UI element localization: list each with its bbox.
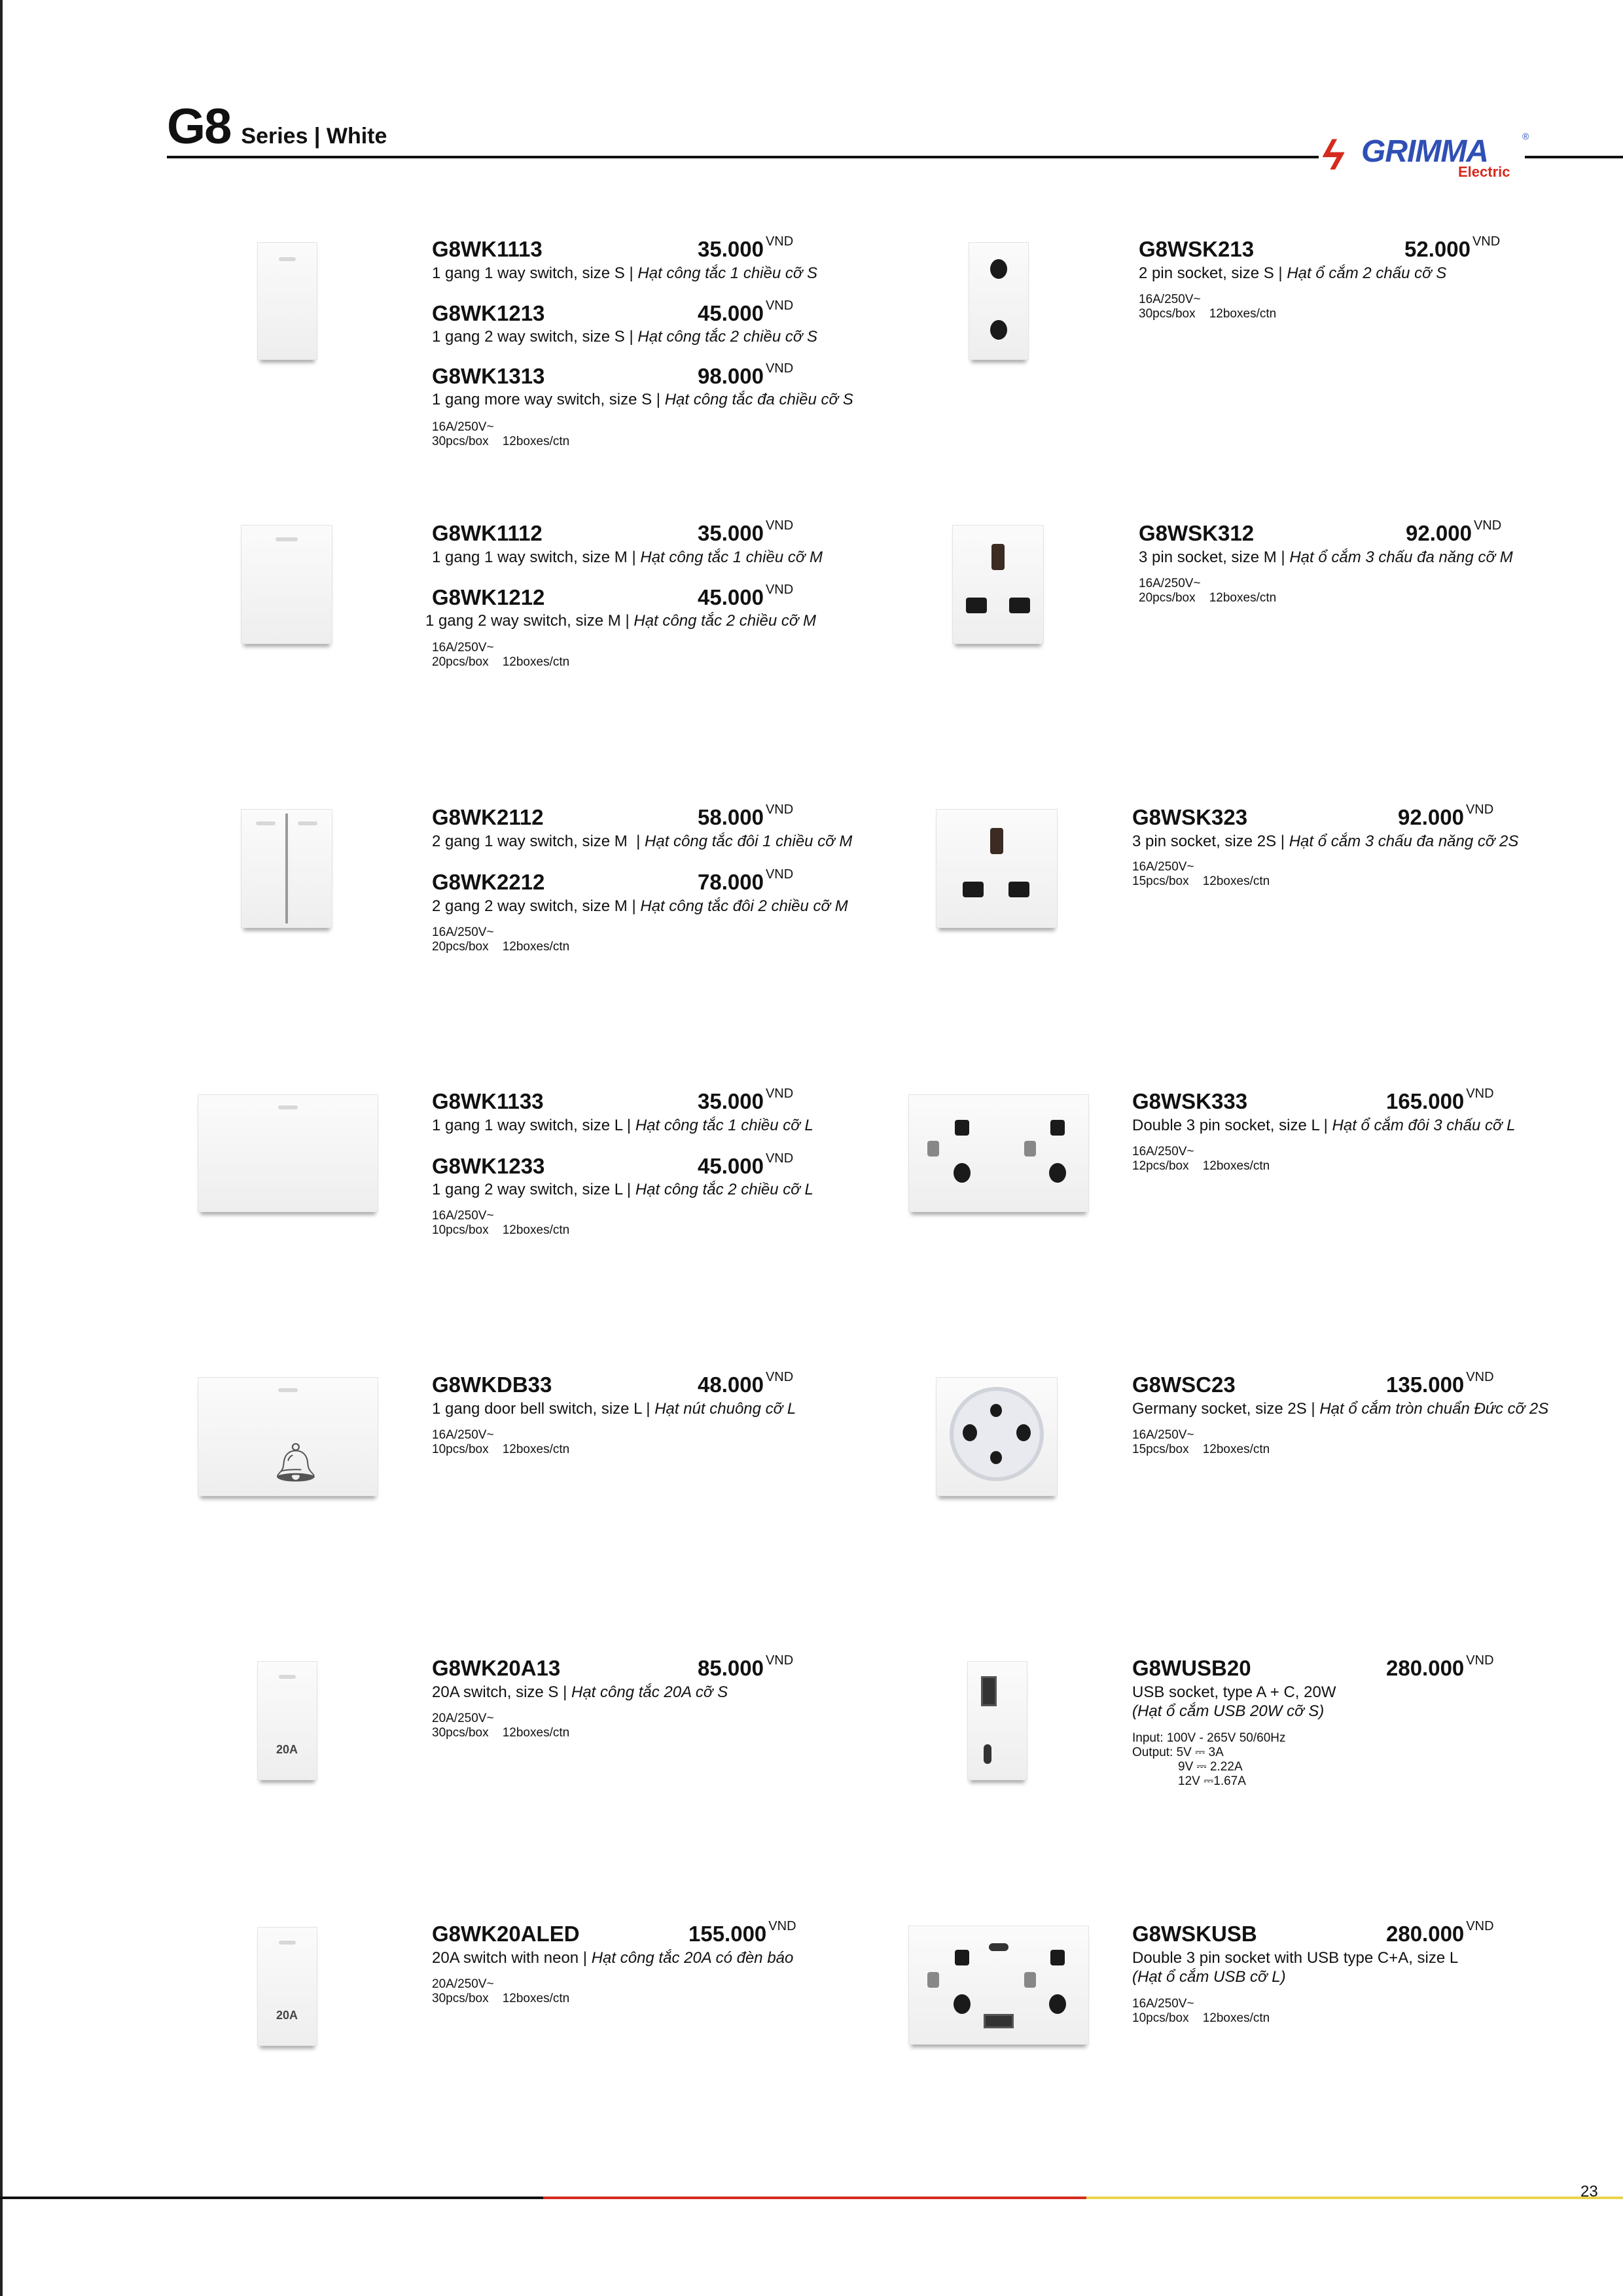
desc-vi: Hạt công tắc 2 chiều cỡ M	[633, 612, 817, 630]
desc-vi: Hạt công tắc 1 chiều cỡ S	[637, 264, 818, 282]
currency-label: VND	[765, 867, 794, 882]
product-code: G8WSK333	[1132, 1089, 1248, 1113]
plate-label: 20A	[276, 2009, 298, 2022]
desc-vi: Hạt ổ cắm 3 chấu đa năng cỡ M	[1289, 548, 1513, 566]
currency-label: VND	[765, 1370, 794, 1384]
product-description	[1132, 1117, 1516, 1135]
spec-packing: 15pcs/box 12boxes/ctn	[1132, 874, 1270, 888]
spec-rating: 16A/250V~	[1132, 860, 1194, 874]
product-price	[698, 361, 794, 389]
product-code: G8WKDB33	[432, 1372, 552, 1397]
product-description	[432, 328, 817, 346]
footer-rule-black	[0, 2197, 543, 2199]
product-description	[1132, 1400, 1548, 1418]
product-price	[698, 298, 794, 326]
price-value: 58.000	[698, 805, 764, 829]
logo-name: GRIMMA	[1361, 134, 1488, 169]
indicator-light-icon	[298, 821, 317, 825]
price-value: 45.000	[698, 1154, 764, 1178]
socket-pin-icon	[955, 1950, 969, 1965]
product-code: G8WK2212	[432, 870, 545, 894]
product-code: G8WSK323	[1132, 805, 1248, 829]
desc-vi: Hạt công tắc 20A cỡ S	[571, 1683, 728, 1701]
desc-en: Germany socket, size 2S |	[1132, 1400, 1320, 1418]
spec-packing: 30pcs/box 12boxes/ctn	[1139, 307, 1277, 321]
desc-vi: Hạt ổ cắm đôi 3 chấu cỡ L	[1332, 1117, 1516, 1134]
price-value: 98.000	[698, 364, 764, 388]
logo-registered: ®	[1522, 131, 1529, 141]
product-price	[698, 518, 794, 546]
product-description	[432, 1400, 796, 1418]
price-value: 45.000	[698, 585, 764, 609]
socket-pin-icon	[963, 882, 984, 897]
spec-packing: 10pcs/box 12boxes/ctn	[432, 1443, 570, 1456]
socket-pin-icon	[927, 1141, 939, 1157]
product-code: G8WSC23	[1132, 1372, 1236, 1397]
price-value: 85.000	[698, 1656, 764, 1680]
desc-vi: Hạt công tắc đôi 2 chiều cỡ M	[640, 897, 848, 915]
currency-label: VND	[1472, 234, 1501, 249]
product-image-switch-l	[198, 1094, 378, 1212]
spec-rating: 16A/250V~	[1139, 577, 1201, 590]
product-code: G8WSK312	[1139, 521, 1255, 545]
product-description	[432, 548, 823, 567]
currency-label: VND	[1466, 1370, 1494, 1384]
indicator-light-icon	[278, 1388, 298, 1392]
spec-rating: 16A/250V~	[432, 420, 494, 434]
socket-pin-icon	[1050, 1120, 1065, 1136]
price-value: 280.000	[1386, 1922, 1465, 1946]
desc-en: 2 pin socket, size S |	[1139, 264, 1287, 282]
socket-hole-icon	[1049, 1994, 1066, 2014]
usb-c-port-icon	[984, 1744, 991, 1764]
product-code: G8WK1313	[432, 364, 545, 388]
currency-label: VND	[765, 234, 794, 249]
socket-hole-icon	[963, 1424, 977, 1441]
desc-en: 1 gang 2 way switch, size S |	[432, 328, 638, 346]
product-code: G8WK1133	[432, 1089, 544, 1113]
left-edge-bar	[0, 0, 3, 2296]
price-value: 78.000	[698, 870, 764, 894]
product-image-20a-switch-s	[257, 1661, 317, 1780]
product-image-2pin-socket-s	[969, 242, 1029, 360]
spec-rating: 20A/250V~	[432, 1712, 494, 1725]
desc-vi: Hạt ổ cắm tròn chuẩn Đức cỡ 2S	[1319, 1400, 1549, 1418]
socket-pin-icon	[990, 828, 1003, 854]
desc-en: 2 gang 1 way switch, size M |	[432, 833, 645, 850]
spec-rating: 16A/250V~	[432, 1209, 494, 1223]
logo-sub: Electric	[1458, 164, 1510, 180]
spec-packing: 10pcs/box 12boxes/ctn	[432, 1223, 570, 1237]
socket-hole-icon	[990, 1451, 1002, 1464]
price-value: 35.000	[698, 1089, 764, 1113]
product-image-switch-m	[241, 525, 332, 644]
product-price	[698, 1653, 794, 1681]
product-description-vi	[1132, 1968, 1286, 1986]
spec-rating: 16A/250V~	[432, 1428, 494, 1442]
socket-pin-icon	[1024, 1141, 1036, 1157]
spec-rating: 20A/250V~	[432, 1977, 494, 1991]
product-description	[432, 391, 853, 409]
logo-mark-icon: ϟ	[1322, 132, 1344, 179]
header-rule	[167, 156, 1319, 158]
spec-packing: 15pcs/box 12boxes/ctn	[1132, 1443, 1270, 1456]
price-value: 35.000	[698, 237, 764, 261]
product-code: G8WK20ALED	[432, 1922, 580, 1946]
product-price	[1398, 802, 1494, 830]
desc-vi: Hạt công tắc 1 chiều cỡ L	[635, 1117, 813, 1134]
spec-packing: 20pcs/box 12boxes/ctn	[432, 655, 570, 669]
product-description: Double 3 pin socket with USB type C+A, size L	[1132, 1949, 1459, 1967]
spec-rating: 16A/250V~	[1132, 1997, 1194, 2011]
socket-hole-icon	[990, 320, 1007, 340]
desc-vi: (Hạt ổ cắm USB 20W cỡ S)	[1132, 1702, 1325, 1720]
product-price	[698, 867, 794, 895]
price-value: 35.000	[698, 521, 764, 545]
currency-label: VND	[765, 802, 794, 817]
spec-rating: 16A/250V~	[432, 641, 494, 655]
usb-a-port-icon	[984, 2014, 1014, 2028]
desc-vi: Hạt công tắc đa chiều cỡ S	[664, 391, 853, 408]
socket-hole-icon	[990, 1404, 1002, 1417]
product-price	[698, 1372, 793, 1397]
price-value: 92.000	[1398, 805, 1464, 829]
spec-rating: 16A/250V~	[1132, 1145, 1194, 1158]
product-image-germany-socket-2s	[936, 1377, 1058, 1496]
desc-en: 1 gang more way switch, size S |	[432, 391, 665, 408]
product-price	[1386, 1086, 1494, 1114]
product-image-double-3pin-socket-l	[908, 1094, 1089, 1212]
footer-rule-yellow	[1086, 2197, 1623, 2199]
spec-rating: 16A/250V~	[1132, 1428, 1194, 1442]
product-description	[432, 1117, 813, 1135]
spec-output-12v: 12V ⎓1.67A	[1178, 1774, 1246, 1788]
product-image-usb-socket-s	[967, 1661, 1027, 1780]
usb-c-port-icon	[989, 1943, 1008, 1951]
desc-en: 1 gang 1 way switch, size S |	[432, 264, 638, 282]
header-rule-right	[1525, 156, 1623, 158]
currency-label: VND	[765, 298, 794, 313]
socket-hole-icon	[954, 1994, 971, 2014]
spec-packing: 10pcs/box 12boxes/ctn	[1132, 2011, 1270, 2025]
indicator-light-icon	[278, 1105, 298, 1109]
product-price	[1404, 234, 1501, 262]
product-description	[432, 264, 817, 283]
price-value: 135.000	[1386, 1372, 1465, 1397]
product-code: G8WK1113	[432, 237, 543, 261]
desc-vi: Hạt công tắc 2 chiều cỡ L	[635, 1181, 813, 1198]
product-price	[698, 234, 794, 262]
product-price	[698, 1151, 794, 1179]
product-price	[1386, 1919, 1494, 1946]
price-value: 45.000	[698, 301, 764, 325]
socket-pin-icon	[1024, 1972, 1036, 1988]
currency-label: VND	[1473, 518, 1502, 533]
socket-pin-icon	[1050, 1950, 1065, 1965]
currency-label: VND	[765, 1653, 794, 1668]
desc-en: 1 gang 2 way switch, size L |	[432, 1181, 635, 1198]
product-code: G8WUSB20	[1132, 1656, 1251, 1680]
currency-label: VND	[765, 1151, 794, 1166]
desc-vi: Hạt ổ cắm 3 chấu đa năng cỡ 2S	[1289, 833, 1519, 850]
gang-divider	[285, 814, 288, 924]
product-description: USB socket, type A + C, 20W	[1132, 1683, 1336, 1701]
socket-pin-icon	[1009, 598, 1030, 613]
spec-input: Input: 100V - 265V 50/60Hz	[1132, 1731, 1286, 1745]
indicator-light-icon	[279, 257, 296, 261]
product-image-3pin-socket-m	[952, 525, 1044, 644]
spec-packing: 12pcs/box 12boxes/ctn	[1132, 1159, 1270, 1173]
product-price	[698, 585, 793, 610]
desc-en: 1 gang door bell switch, size L |	[432, 1400, 655, 1418]
series-code: G8	[167, 99, 231, 154]
desc-en: Double 3 pin socket, size L |	[1132, 1117, 1332, 1134]
round-socket-icon	[950, 1387, 1044, 1481]
desc-vi: Hạt nút chuông cỡ L	[654, 1400, 796, 1418]
usb-a-port-icon	[981, 1676, 997, 1706]
desc-en: 3 pin socket, size 2S |	[1132, 833, 1289, 850]
product-price	[1386, 1653, 1494, 1681]
desc-en: 3 pin socket, size M |	[1139, 548, 1290, 566]
product-description	[432, 1683, 728, 1702]
product-image-doorbell-switch-l	[198, 1377, 378, 1496]
currency-label: VND	[768, 1919, 796, 1933]
socket-pin-icon	[966, 598, 987, 613]
page-header	[167, 98, 387, 155]
series-subtitle: Series | White	[241, 124, 387, 149]
currency-label: VND	[1466, 1653, 1494, 1668]
product-price	[698, 1086, 794, 1114]
plate-label: 20A	[276, 1743, 298, 1756]
indicator-light-icon	[279, 1941, 296, 1945]
product-image-3pin-socket-2s	[936, 809, 1058, 928]
desc-vi: Hạt công tắc 20A có đèn báo	[591, 1949, 794, 1967]
desc-en: 20A switch with neon |	[432, 1949, 592, 1967]
socket-pin-icon	[1008, 882, 1029, 897]
product-image-switch-s	[257, 242, 317, 360]
socket-hole-icon	[954, 1163, 971, 1183]
product-description	[1139, 548, 1513, 567]
price-value: 92.000	[1406, 521, 1472, 545]
product-description-vi	[1132, 1702, 1324, 1721]
spec-packing: 20pcs/box 12boxes/ctn	[432, 940, 570, 954]
price-value: 52.000	[1404, 237, 1471, 261]
socket-hole-icon	[1016, 1424, 1031, 1441]
desc-en: 1 gang 1 way switch, size M |	[432, 548, 641, 566]
currency-label: VND	[1466, 1919, 1494, 1933]
socket-hole-icon	[1049, 1163, 1066, 1183]
price-value: 48.000	[698, 1372, 764, 1397]
price-value: 155.000	[688, 1922, 767, 1946]
currency-label: VND	[765, 518, 794, 533]
product-code: G8WK1212	[432, 585, 545, 609]
currency-label: VND	[1465, 802, 1494, 817]
spec-output: Output: 5V ⎓ 3A	[1132, 1746, 1224, 1759]
currency-label: VND	[765, 361, 794, 376]
desc-en: 20A switch, size S |	[432, 1683, 571, 1701]
currency-label: VND	[1466, 1086, 1494, 1101]
price-value: 280.000	[1386, 1656, 1465, 1680]
spec-rating: 16A/250V~	[432, 925, 494, 939]
spec-packing: 30pcs/box 12boxes/ctn	[432, 1992, 570, 2005]
desc-vi: Hạt ổ cắm 2 chấu cỡ S	[1287, 264, 1447, 282]
product-description	[432, 1181, 813, 1199]
spec-rating: 16A/250V~	[1139, 293, 1201, 306]
product-price	[1386, 1372, 1494, 1397]
socket-pin-icon	[955, 1120, 969, 1136]
product-description	[432, 897, 848, 916]
socket-hole-icon	[990, 259, 1007, 279]
currency-label: VND	[765, 1086, 794, 1101]
product-code: G8WK1112	[432, 521, 543, 545]
product-description	[1132, 833, 1518, 851]
spec-packing: 30pcs/box 12boxes/ctn	[432, 435, 570, 448]
bell-icon: 🔔︎	[272, 1441, 320, 1484]
product-description	[425, 612, 816, 630]
desc-vi: Hạt công tắc 1 chiều cỡ M	[640, 548, 823, 566]
spec-packing: 30pcs/box 12boxes/ctn	[432, 1726, 570, 1740]
desc-vi: (Hạt ổ cắm USB cỡ L)	[1132, 1968, 1286, 1986]
desc-en: 2 gang 2 way switch, size M |	[432, 897, 641, 915]
price-value: 165.000	[1386, 1089, 1465, 1113]
desc-en: 1 gang 2 way switch, size M |	[425, 612, 634, 630]
product-description	[432, 833, 852, 851]
indicator-light-icon	[279, 1675, 296, 1679]
indicator-light-icon	[256, 821, 276, 825]
product-code: G8WK2112	[432, 805, 544, 829]
spec-output-9v: 9V ⎓ 2.22A	[1178, 1760, 1243, 1774]
product-price	[698, 802, 794, 830]
footer-rule-red	[543, 2197, 1086, 2199]
spec-packing: 20pcs/box 12boxes/ctn	[1139, 591, 1277, 605]
page-number: 23	[1580, 2183, 1598, 2200]
currency-label: VND	[765, 583, 794, 597]
brand-logo	[1315, 130, 1529, 182]
socket-pin-icon	[991, 544, 1005, 570]
product-price	[1406, 518, 1502, 546]
indicator-light-icon	[276, 537, 298, 541]
desc-en: 1 gang 1 way switch, size L |	[432, 1117, 635, 1134]
product-image-2gang-switch-m	[241, 809, 332, 928]
product-code: G8WSK213	[1139, 237, 1255, 261]
product-description	[1139, 264, 1446, 283]
product-code: G8WK20A13	[432, 1656, 561, 1680]
product-image-20a-neon-switch-s	[257, 1927, 317, 2046]
product-code: G8WK1213	[432, 301, 545, 325]
product-code: G8WSKUSB	[1132, 1922, 1257, 1946]
product-image-double-3pin-usb-socket-l	[908, 1926, 1089, 2045]
desc-vi: Hạt công tắc đôi 1 chiều cỡ M	[645, 833, 853, 850]
desc-vi: Hạt công tắc 2 chiều cỡ S	[637, 328, 818, 346]
product-description	[432, 1949, 793, 1967]
socket-pin-icon	[927, 1972, 939, 1988]
product-code: G8WK1233	[432, 1154, 545, 1178]
product-price	[688, 1919, 796, 1946]
